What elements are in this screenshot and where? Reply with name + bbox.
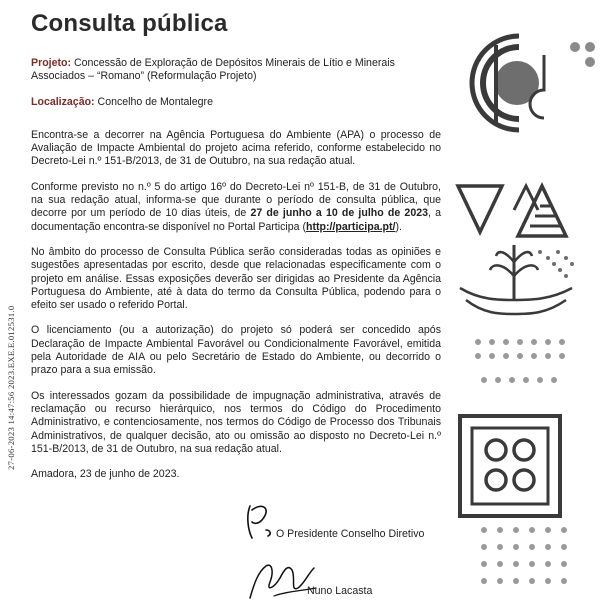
- date-line: Amadora, 23 de junho de 2023.: [31, 468, 180, 481]
- notice-body: [31, 57, 441, 481]
- dot-grid-icon: [475, 339, 565, 383]
- signer-title: O Presidente Conselho Diretivo: [276, 528, 425, 540]
- consultation-text-a: Conforme previsto no n.º 5 do artigo 16º do Decreto-Lei nº 151-B, de 31 de Outubro, na sua redação atual, informa-se que durante o período de consulta pública, que decorre por um período de 10 dias úteis, de: [31, 180, 441, 220]
- four-circles-icon: [460, 416, 560, 516]
- triangle-icon: [458, 186, 566, 236]
- paragraph-appeals: Os interessados gozam da possibilidade de impugnação administrativa, através de reclamação ou recurso hierárquico, nos termos do Código do Procedimento Administrativo, e contenciosamente, nos termos do Código de Processo dos Tribunais Administrativos, de qualquer decisão, ato ou omissão ao disposto no Decreto-Lei n.º 151-B/2013, de 31 de Outubro, na sua redação atual.: [31, 389, 441, 455]
- paragraph-submissions: No âmbito do processo de Consulta Pública serão consideradas todas as opiniões e sugestões apresentadas por escrito, desde que relacionadas especificamente com o projeto em análise. Essas exposições deverão ser dirigidas ao Presidente da Agência Portuguesa do Ambiente, até à data do termo da Consulta Pública, podendo para o efeito ser usado o referido Portal.: [31, 245, 441, 312]
- decorative-sidebar: [440, 0, 600, 600]
- location-paragraph: [31, 96, 441, 109]
- project-paragraph: [31, 57, 441, 84]
- location-label: Localização:: [31, 95, 95, 108]
- dot-grid-icon: [481, 527, 567, 584]
- project-text: Concessão de Exploração de Depósitos Minerais de Lítio e Minerais Associados – “Romano” (Reformulação Projeto): [31, 57, 395, 83]
- paragraph-licensing: O licenciamento (ou a autorização) do projeto só poderá ser concedido após Declaração de Impacte Ambiental Favorável ou Condicionalmente Favorável, emitida pela Autoridade de AIA ou pelo Secretário de Estado do Ambiente, ou decorrido o prazo para a sua emissão.: [31, 324, 441, 377]
- signer-name: Nuno Lacasta: [307, 585, 373, 597]
- consultation-dates: 27 de junho a 10 de julho de 2023: [250, 207, 428, 220]
- location-text: Concelho de Montalegre: [97, 95, 213, 108]
- project-label: Projeto:: [31, 57, 72, 69]
- registry-stamp: 27-06-2023 14:47:56 2023.EXE.E.012531.0: [6, 305, 16, 470]
- sprout-icon: [460, 245, 574, 314]
- page-title: Consulta pública: [31, 10, 228, 37]
- paragraph-process: Encontra-se a decorrer na Agência Portuguesa do Ambiente (APA) o processo de Avaliação de Impacte Ambiental do projeto acima referido, conforme estabelecido no Decreto-Lei n.º 151-B/2013, de 31 de Outubro, na sua redação atual.: [31, 128, 441, 168]
- circle-arcs-icon: [472, 36, 595, 130]
- paragraph-consultation-period: [31, 181, 441, 234]
- consultation-text-c: ).: [395, 220, 402, 233]
- consultation-text-b: , a documentação encontra-se disponível no Portal Participa (: [31, 207, 441, 233]
- participa-link[interactable]: http://participa.pt/: [306, 220, 396, 233]
